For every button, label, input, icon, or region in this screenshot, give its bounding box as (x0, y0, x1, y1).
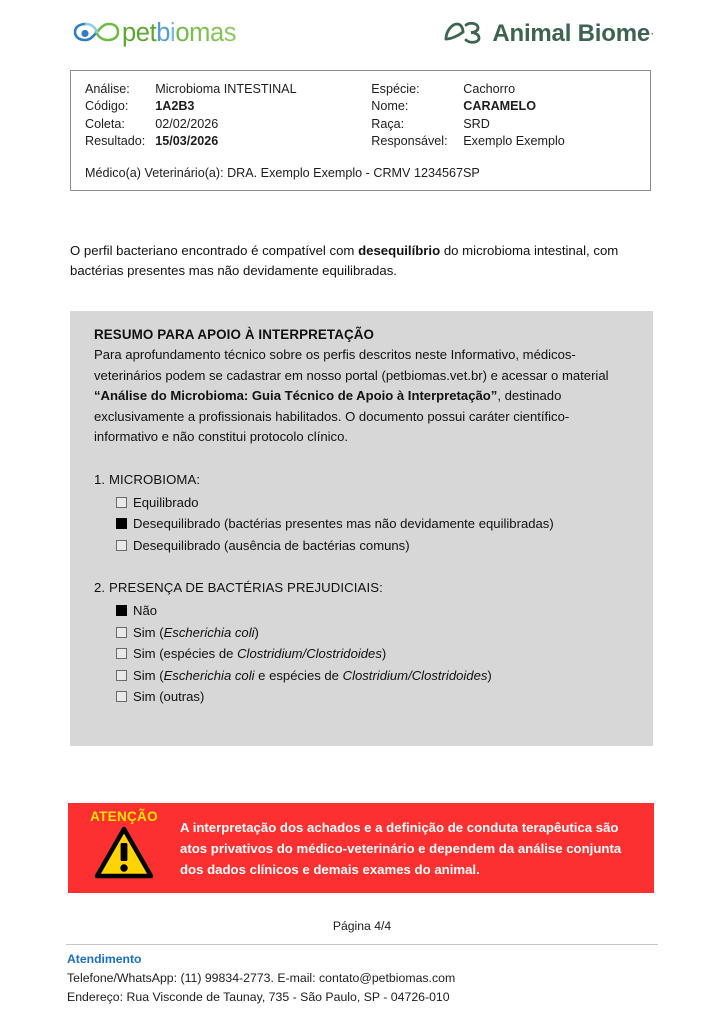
wordmark-a: a (209, 19, 224, 48)
checklist-option-label: Sim (espécies de Clostridium/Clostridoides) (133, 646, 387, 661)
checklist-options (94, 493, 631, 557)
patient-info-label: Espécie: (371, 82, 420, 96)
checklist-option-label: Sim (outras) (133, 689, 205, 704)
warning-alert-text: A interpretação dos achados e a definição de conduta terapêutica são atos privativos do médico-veterinário e dependem da análise conjunta dos dados clínicos e demais exames do animal. (180, 820, 622, 877)
checklist-sections (94, 470, 631, 708)
patient-info-row (371, 133, 636, 150)
petbiomas-logo (72, 17, 236, 51)
patient-info-value: Exemplo Exemplo (463, 134, 565, 149)
checklist-option-label: Equilibrado (133, 494, 199, 510)
checkbox-checked-icon[interactable] (116, 605, 127, 616)
wordmark-b: b (156, 19, 171, 48)
footer-divider (66, 944, 658, 945)
summary-title: RESUMO PARA APOIO À INTERPRETAÇÃO (94, 327, 375, 342)
intro-part2: do microbioma intestinal, com bactérias presentes mas não devidamente equilibradas. (70, 243, 619, 279)
wordmark-o: o (175, 19, 190, 48)
checkbox-unchecked-icon[interactable] (116, 627, 127, 638)
intro-highlight: desequilíbrio (358, 243, 441, 259)
checklist-option-label: Desequilibrado (ausência de bactérias comuns) (133, 537, 410, 553)
patient-info-value: Microbioma INTESTINAL (155, 82, 297, 96)
intro-paragraph (70, 241, 655, 281)
patient-info-label: Código: (85, 99, 129, 114)
checklist-option[interactable] (116, 687, 631, 708)
patient-info-row (371, 98, 636, 115)
summary-body-part2: , destinado exclusivamente a profissionais habilitados. O documento possui caráter científico-informativo e não constitui protocolo clínico. (94, 388, 570, 444)
wordmark-i: i (170, 19, 176, 48)
intro-part1: O perfil bacteriano encontrado é compatível com (70, 243, 359, 259)
checkbox-unchecked-icon[interactable] (116, 540, 127, 551)
animal-biome-wordmark: Animal Biome (492, 20, 650, 47)
petbiomas-infinity-logo-icon (72, 17, 120, 52)
checkbox-checked-icon[interactable] (116, 518, 127, 529)
checklist-section (94, 578, 631, 708)
veterinarian-line: Médico(a) Veterinário(a): DRA. Exemplo Exemplo - CRMV 1234567SP (85, 165, 480, 180)
checklist-options (94, 601, 631, 708)
animal-biome-logo (442, 18, 654, 50)
patient-info-grid (71, 81, 650, 151)
patient-info-label: Responsável: (371, 134, 448, 149)
checklist-option[interactable] (116, 644, 631, 665)
patient-info-value: 15/03/2026 (155, 134, 219, 149)
footer-heading: Atendimento (67, 952, 142, 966)
footer-address-line: Endereço: Rua Visconde de Taunay, 735 - São Paulo, SP - 04726-010 (67, 989, 450, 1004)
patient-info-value: SRD (463, 116, 490, 131)
interpretation-summary-box (70, 311, 653, 746)
patient-info-row (371, 116, 636, 133)
checklist-option-label: Sim (Escherichia coli) (133, 624, 259, 640)
patient-info-box (70, 70, 651, 191)
checklist-option[interactable] (116, 493, 631, 514)
warning-triangle-icon (68, 826, 180, 885)
patient-info-row (85, 81, 371, 98)
warning-kicker-label: ATENÇÃO (90, 809, 158, 824)
checkbox-unchecked-icon[interactable] (116, 691, 127, 702)
checklist-option[interactable] (116, 601, 631, 622)
patient-info-value: Cachorro (463, 82, 516, 96)
patient-info-row (85, 133, 371, 150)
summary-body-part1: Para aprofundamento técnico sobre os perfis descritos neste Informativo, médicos-veterinários podem se cadastrar em nosso portal (petbiomas.vet.br) e acessar o material (94, 347, 609, 383)
checklist-option[interactable] (116, 623, 631, 644)
patient-info-label: Raça: (371, 116, 405, 131)
petbiomas-wordmark (122, 21, 236, 47)
checklist-option-label: Não (133, 603, 158, 618)
checklist-section (94, 470, 631, 557)
patient-info-value: 1A2B3 (155, 99, 195, 114)
patient-info-value: 02/02/2026 (155, 116, 219, 131)
patient-info-label: Nome: (371, 99, 409, 114)
checklist-section-title: 2. PRESENÇA DE BACTÉRIAS PREJUDICIAIS: (94, 580, 383, 595)
footer-contact-block (67, 951, 667, 1006)
patient-info-label: Análise: (85, 82, 130, 96)
summary-body-bold: “Análise do Microbioma: Guia Técnico de Apoio à Interpretação” (94, 388, 498, 403)
checklist-option[interactable] (116, 666, 631, 687)
patient-info-column-left (85, 81, 371, 151)
patient-info-row (371, 81, 636, 98)
wordmark-s: s (223, 19, 237, 48)
patient-info-label: Coleta: (85, 116, 125, 131)
page-header (0, 0, 724, 62)
footer-contact-line: Telefone/WhatsApp: (11) 99834-2773. E-mail: contato@petbiomas.com (67, 971, 456, 985)
summary-body (94, 345, 631, 448)
page-number: Página 4/4 (332, 919, 392, 933)
animal-biome-mark-icon (442, 19, 484, 50)
patient-info-value: CARAMELO (463, 99, 537, 114)
checkbox-unchecked-icon[interactable] (116, 670, 127, 681)
animal-biome-trademark: · (651, 29, 654, 39)
warning-alert-box (68, 803, 654, 893)
patient-info-label: Resultado: (85, 134, 146, 149)
wordmark-pet: pet (122, 19, 157, 48)
checklist-option[interactable] (116, 514, 631, 535)
patient-info-row (85, 98, 371, 115)
checklist-option-label: Desequilibrado (bactérias presentes mas não devidamente equilibradas) (133, 516, 554, 531)
checklist-option-label: Sim (Escherichia coli e espécies de Clostridium/Clostridoides) (133, 667, 492, 683)
warning-alert-left (68, 803, 180, 885)
checkbox-unchecked-icon[interactable] (116, 648, 127, 659)
wordmark-m: m (189, 19, 210, 48)
checklist-section-title: 1. MICROBIOMA: (94, 471, 201, 487)
patient-info-row (85, 116, 371, 133)
checkbox-unchecked-icon[interactable] (116, 497, 127, 508)
checklist-option[interactable] (116, 536, 631, 557)
patient-info-column-right (371, 81, 636, 151)
